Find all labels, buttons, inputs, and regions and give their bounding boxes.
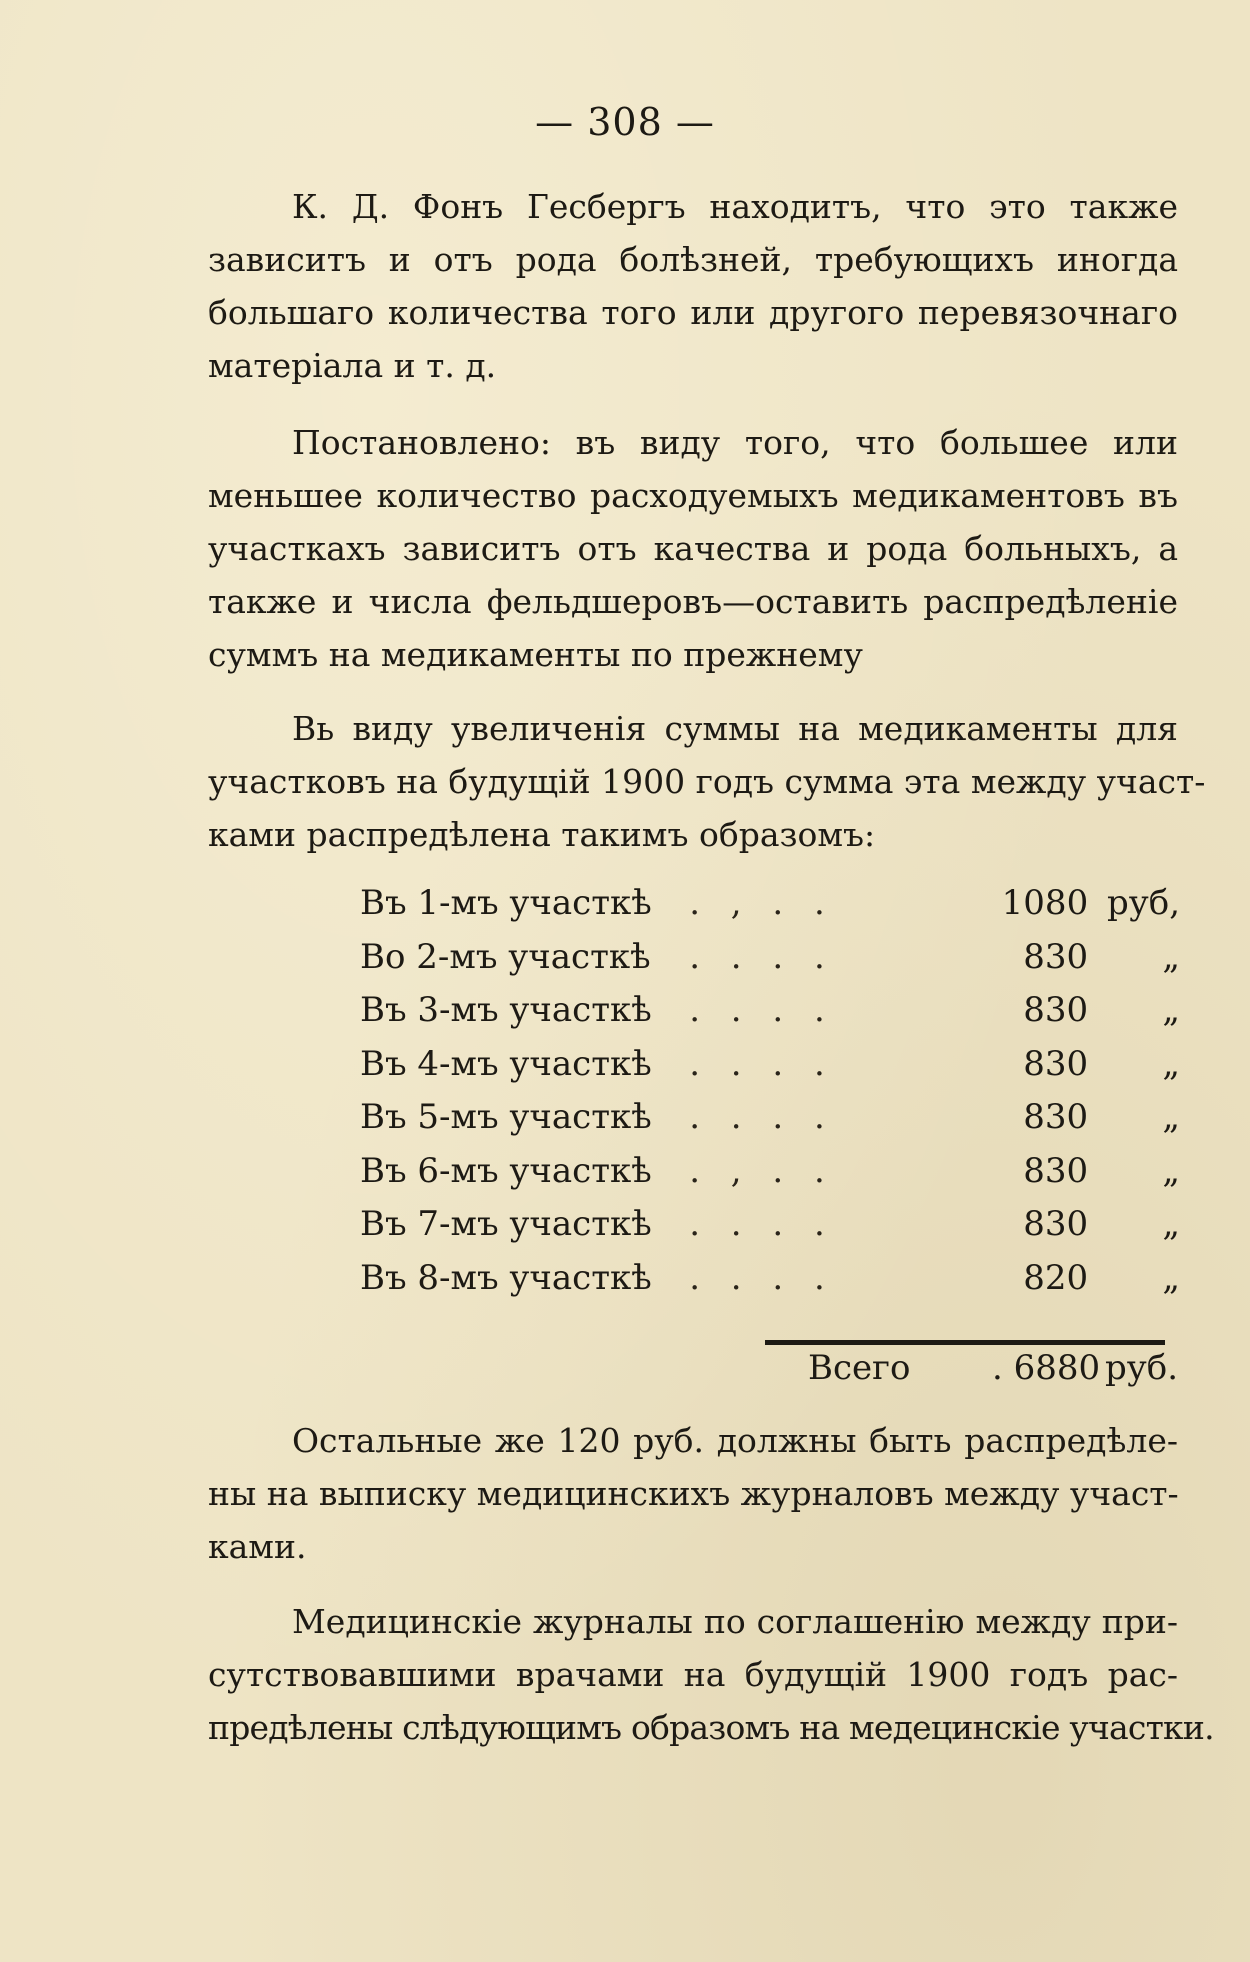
paragraph-resolution	[208, 416, 1178, 681]
table-row	[360, 1204, 1180, 1258]
text-line: зависитъ и отъ рода болѣзней, требующихъ иногда	[208, 240, 1178, 279]
leader-dots: . . . .	[689, 1097, 835, 1137]
paragraph-remaining	[208, 1414, 1178, 1573]
district-amount: 830	[1023, 1150, 1089, 1191]
text-line: матеріала и т. д.	[208, 346, 497, 385]
text-line: Вь виду увеличенія суммы на медикаменты для	[292, 709, 1178, 748]
district-label: Во 2-мъ участкѣ	[360, 936, 651, 977]
text-line: участковъ на будущій 1900 годъ сумма эта между участ-	[208, 762, 1206, 801]
district-amount: 820	[1023, 1257, 1089, 1298]
district-unit: „	[1162, 1257, 1180, 1298]
leader-dots: . , . .	[689, 1150, 835, 1191]
district-label: Въ 1-мъ участкѣ	[360, 883, 652, 923]
district-amount: 830	[1023, 990, 1089, 1030]
paragraph-journals	[208, 1595, 1214, 1754]
leader-dots: . . . .	[689, 990, 835, 1030]
text-line: сутствовавшими врачами на будущій 1900 годъ рас-	[208, 1655, 1178, 1694]
district-label: Въ 3-мъ участкѣ	[360, 990, 652, 1030]
text-line: суммъ на медикаменты по прежнему	[208, 635, 863, 674]
district-unit: „	[1162, 990, 1180, 1030]
district-amount: 830	[1023, 1204, 1089, 1244]
leader-dots: . . . .	[689, 936, 835, 977]
paragraph-hesberg	[208, 180, 1178, 392]
total-row	[808, 1340, 1178, 1396]
district-unit: „	[1162, 936, 1180, 977]
leader-dots: . , . .	[689, 883, 835, 923]
text-line: участкахъ зависитъ отъ качества и рода больныхъ, а	[208, 529, 1178, 568]
district-label: Въ 4-мъ участкѣ	[360, 1043, 652, 1084]
text-line: Постановлено: въ виду того, что большее или	[292, 423, 1178, 462]
distribution-table	[360, 883, 1180, 1311]
table-row	[360, 990, 1180, 1044]
district-label: Въ 7-мъ участкѣ	[360, 1204, 652, 1244]
district-unit: „	[1162, 1097, 1180, 1137]
text-line: большаго количества того или другого перевязочнаго	[208, 293, 1178, 332]
table-row	[360, 1044, 1180, 1098]
paragraph-increase	[208, 702, 1206, 861]
text-line: предѣлены слѣдующимъ образомъ на медецинскіе участки.	[208, 1708, 1214, 1747]
leader-dots: . . . .	[689, 1043, 835, 1084]
table-row	[360, 1258, 1180, 1312]
text-line: меньшее количество расходуемыхъ медикаментовъ въ	[208, 476, 1178, 515]
district-unit: руб,	[1106, 883, 1180, 923]
district-unit: „	[1162, 1204, 1180, 1244]
table-row	[360, 1151, 1180, 1205]
table-row	[360, 1097, 1180, 1151]
page-number: — 308 —	[535, 100, 715, 144]
text-line: К. Д. Фонъ Гесбергъ находитъ, что это также	[292, 187, 1178, 226]
text-line: ками распредѣлена такимъ образомъ:	[208, 815, 876, 854]
leader-dots: . . . .	[689, 1257, 835, 1298]
district-unit: „	[1162, 1043, 1180, 1084]
text-line: ны на выписку медицинскихъ журналовъ между участ-	[208, 1474, 1179, 1513]
district-label: Въ 5-мъ участкѣ	[360, 1097, 652, 1137]
district-label: Въ 6-мъ участкѣ	[360, 1150, 652, 1191]
text-line: Медицинскіе журналы по соглашенію между при-	[292, 1602, 1178, 1641]
total-label: Всего	[808, 1348, 911, 1388]
table-row	[360, 937, 1180, 991]
total-amount: . 6880	[991, 1348, 1101, 1388]
table-row	[360, 883, 1180, 937]
district-amount: 830	[1023, 1097, 1089, 1137]
text-line: также и числа фельдшеровъ—оставить распредѣленіе	[208, 582, 1178, 621]
leader-dots: . . . .	[689, 1204, 835, 1244]
text-line: ками.	[208, 1527, 307, 1566]
total-unit: руб.	[1104, 1348, 1178, 1388]
district-amount: 1080	[1001, 883, 1089, 923]
district-amount: 830	[1023, 936, 1089, 977]
district-unit: „	[1162, 1150, 1180, 1191]
text-line: Остальные же 120 руб. должны быть распредѣле-	[292, 1421, 1178, 1460]
district-amount: 830	[1023, 1043, 1089, 1084]
district-label: Въ 8-мъ участкѣ	[360, 1257, 652, 1298]
